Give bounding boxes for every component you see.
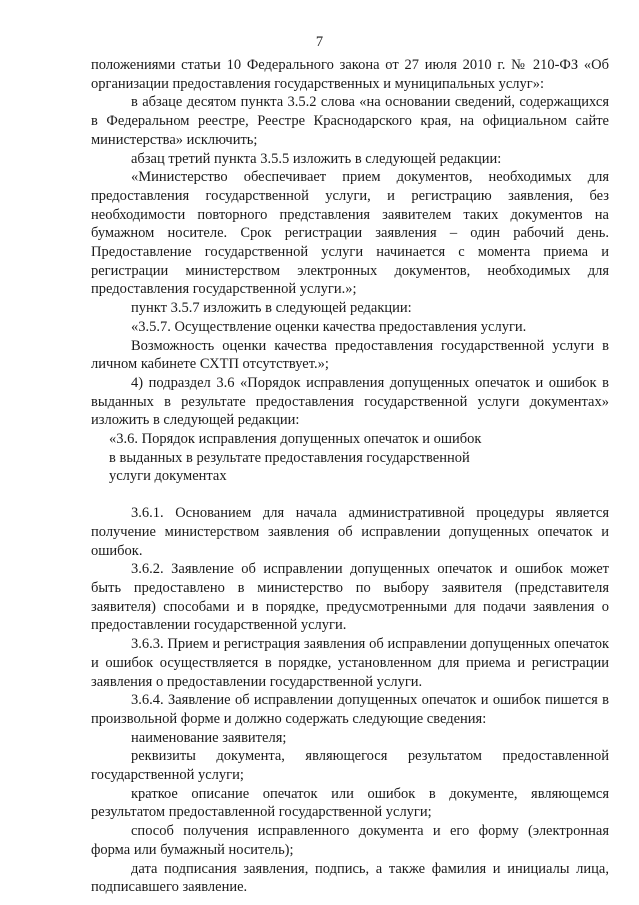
- paragraph: «3.5.7. Осуществление оценки качества предоставления услуги.: [131, 318, 527, 335]
- paragraph: Возможность оценки качества предоставления государственной услуги в личном кабинете СХТП отсутствует.»;: [91, 337, 609, 373]
- list-item: дата подписания заявления, подпись, а также фамилия и инициалы лица, подписавшего заявление.: [91, 860, 609, 896]
- heading-line: в выданных в результате предоставления государственной: [109, 449, 470, 466]
- paragraph: в абзаце десятом пункта 3.5.2 слова «на основании сведений, содержащихся в Федеральном реестре, Реестре Краснодарского края, на официальном сайте министерства» исключить;: [91, 94, 609, 148]
- paragraph: 3.6.3. Прием и регистрация заявления об исправлении допущенных опечаток и ошибок осуществляется в порядке, установленном для приема и регистрации заявления о предоставлении государственной услуги.: [91, 636, 609, 690]
- heading-line: «3.6. Порядок исправления допущенных опечаток и ошибок: [109, 431, 482, 448]
- document-body: [91, 56, 609, 897]
- paragraph: абзац третий пункта 3.5.5 изложить в следующей редакции:: [131, 150, 502, 167]
- list-item: реквизиты документа, являющегося результатом предоставленной государственной услуги;: [91, 748, 609, 784]
- paragraph: пункт 3.5.7 изложить в следующей редакции:: [131, 300, 412, 317]
- paragraph: 3.6.1. Основанием для начала административной процедуры является получение министерством заявления об исправлении допущенных опечаток и ошибок.: [91, 505, 609, 559]
- paragraph: «Министерство обеспечивает прием документов, необходимых для предоставления государственной услуги, и регистрацию заявления, без необходимости повторного представления заявителем таких документов на бумажном носителе. Срок регистрации заявления – один рабочий день. Предоставление государственной услуги начинается с момента приема и регистрации министерством электронных документов, необходимых для предоставления государственной услуги.»;: [91, 169, 609, 298]
- paragraph: 3.6.2. Заявление об исправлении допущенных опечаток и ошибок может быть предоставлено в министерство по выбору заявителя (представителя заявителя) способами и в порядке, предусмотренными для подачи заявления о предоставлении государственной услуги.: [91, 561, 609, 634]
- page-number: 7: [315, 34, 324, 50]
- list-item: наименование заявителя;: [131, 729, 287, 746]
- heading-line: услуги документах: [109, 468, 227, 485]
- section-heading: [91, 430, 609, 486]
- paragraph: 4) подраздел 3.6 «Порядок исправления допущенных опечаток и ошибок в выданных в результате предоставления государственной услуги документах» изложить в следующей редакции:: [91, 374, 609, 429]
- paragraph: положениями статьи 10 Федерального закона от 27 июля 2010 г. № 210-ФЗ «Об организации предоставления государственных и муниципальных услуг»:: [91, 57, 609, 92]
- list-item: способ получения исправленного документа и его форму (электронная форма или бумажный носитель);: [91, 823, 609, 858]
- paragraph: 3.6.4. Заявление об исправлении допущенных опечаток и ошибок пишется в произвольной форме и должно содержать следующие сведения:: [91, 692, 609, 727]
- list-item: краткое описание опечаток или ошибок в документе, являющемся результатом предоставленной государственной услуги;: [91, 785, 609, 821]
